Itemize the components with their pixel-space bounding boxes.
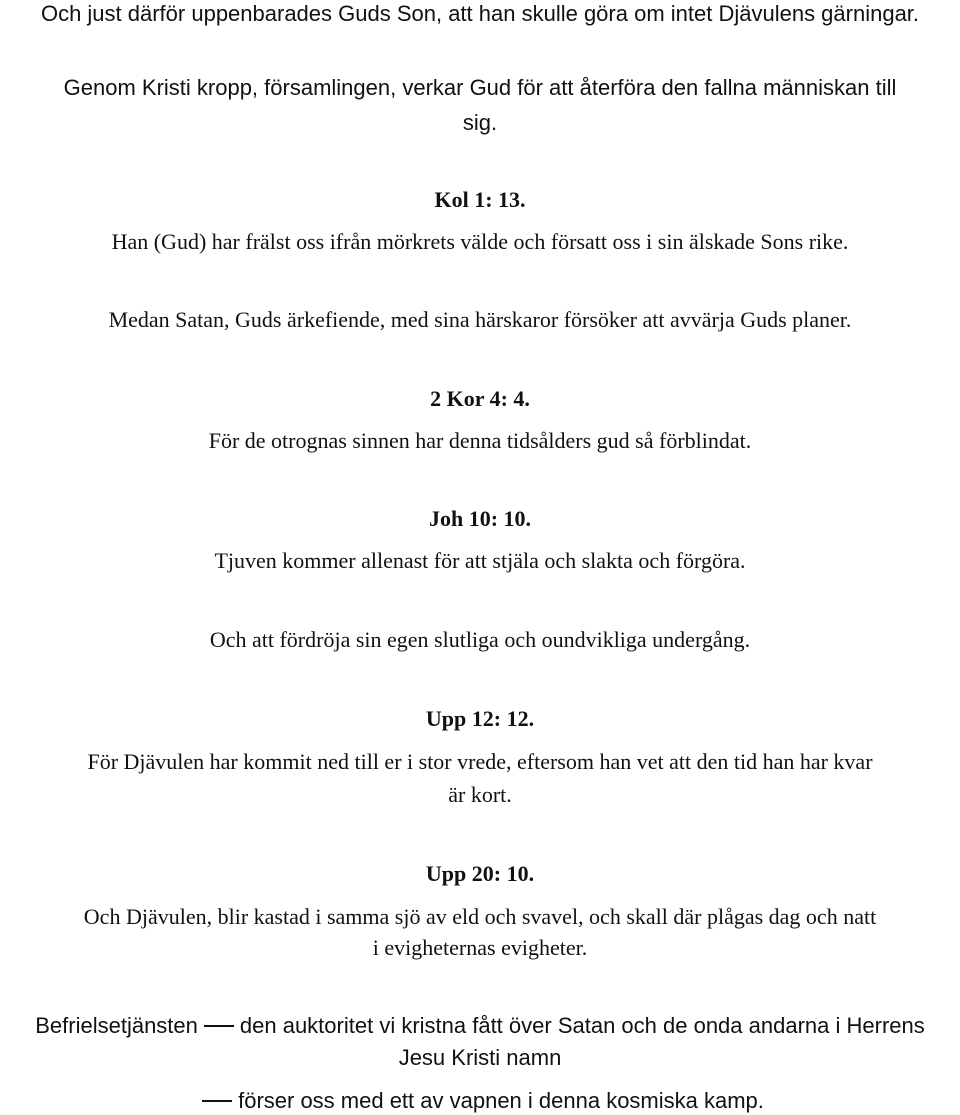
verse-text	[0, 934, 960, 962]
verse-upp-12-text-1: För Djävulen har kommit ned till er i stor vrede, eftersom han vet att den tid han har kvar	[87, 749, 873, 774]
delay-text: Och att fördröja sin egen slutliga och oundvikliga undergång.	[209, 627, 751, 652]
verse-kor-text: För de otrognas sinnen har denna tidsålders gud så förblindat.	[208, 428, 752, 453]
verse-text	[0, 903, 960, 931]
em-dash	[202, 1100, 232, 1102]
deliverance-line2	[0, 1044, 960, 1072]
verse-upp-20-text-1: Och Djävulen, blir kastad i samma sjö av eld och svavel, och skall där plågas dag och natt	[83, 904, 877, 929]
reference-kor: 2 Kor 4: 4.	[430, 386, 530, 411]
verse-text	[0, 427, 960, 455]
closing-text: förser oss med ett av vapnen i denna kosmiska kamp.	[238, 1088, 764, 1113]
reference-kol: Kol 1: 13.	[434, 187, 526, 212]
deliverance-definition: den auktoritet vi kristna fått över Satan och de onda andarna i Herrens	[239, 1013, 925, 1038]
verse-text	[0, 228, 960, 256]
verse-reference	[0, 860, 960, 888]
verse-reference	[0, 705, 960, 733]
verse-upp-12-text-2: är kort.	[448, 782, 512, 807]
reference-upp-20: Upp 20: 10.	[425, 861, 535, 886]
verse-text	[0, 748, 960, 776]
reference-joh: Joh 10: 10.	[428, 506, 532, 531]
satan-line	[0, 306, 960, 334]
verse-upp-20-text-2: i evigheternas evigheter.	[372, 935, 588, 960]
intro-line	[0, 0, 960, 28]
verse-reference	[0, 186, 960, 214]
verse-kol-text: Han (Gud) har frälst oss ifrån mörkrets välde och försatt oss i sin älskade Sons rike.	[111, 229, 849, 254]
closing-line	[0, 1087, 960, 1115]
reference-upp-12: Upp 12: 12.	[425, 706, 535, 731]
satan-text: Medan Satan, Guds ärkefiende, med sina härskaror försöker att avvärja Guds planer.	[108, 307, 852, 332]
church-paragraph-line2	[0, 109, 960, 137]
deliverance-term: Befrielsetjänsten	[35, 1013, 198, 1038]
verse-reference	[0, 385, 960, 413]
verse-text	[0, 781, 960, 809]
church-text-1: Genom Kristi kropp, församlingen, verkar Gud för att återföra den fallna människan till	[63, 75, 897, 100]
verse-text	[0, 547, 960, 575]
church-paragraph-line1	[0, 74, 960, 102]
delay-line	[0, 626, 960, 654]
verse-reference	[0, 505, 960, 533]
em-dash	[204, 1025, 234, 1027]
intro-text: Och just därför uppenbarades Guds Son, att han skulle göra om intet Djävulens gärningar.	[40, 1, 920, 26]
deliverance-name: Jesu Kristi namn	[398, 1045, 562, 1070]
verse-joh-text: Tjuven kommer allenast för att stjäla och slakta och förgöra.	[214, 548, 746, 573]
deliverance-line1	[0, 1012, 960, 1040]
church-text-2: sig.	[462, 110, 498, 135]
